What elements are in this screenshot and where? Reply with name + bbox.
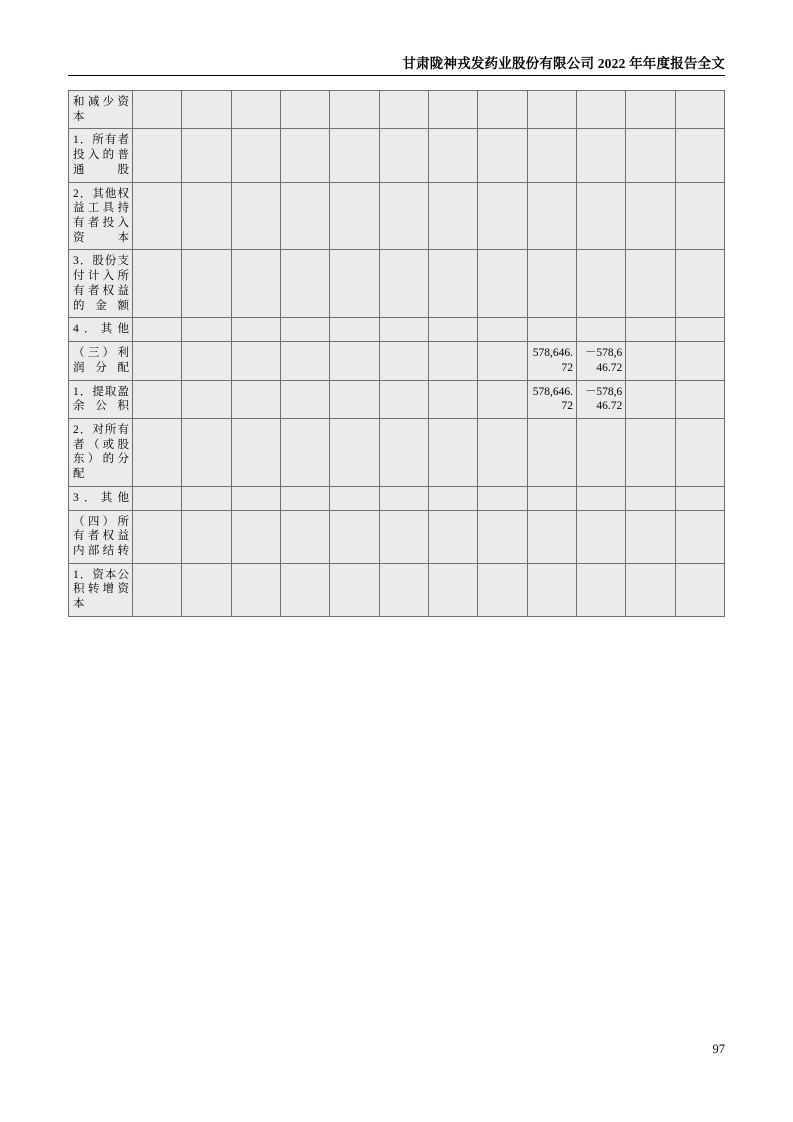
data-cell (231, 318, 280, 342)
data-cell (133, 91, 182, 129)
data-cell (330, 380, 379, 418)
data-cell (527, 418, 576, 486)
data-cell (527, 510, 576, 563)
row-label-cell (69, 418, 133, 486)
row-label-cell (69, 91, 133, 129)
table-row (69, 380, 725, 418)
data-cell (182, 563, 231, 616)
data-cell: －578,646.72 (576, 342, 625, 380)
data-cell (133, 486, 182, 510)
data-cell (330, 91, 379, 129)
data-cell (478, 380, 527, 418)
data-cell (330, 129, 379, 182)
data-cell (379, 563, 428, 616)
data-cell (133, 129, 182, 182)
data-cell (675, 486, 724, 510)
data-cell (527, 91, 576, 129)
data-cell (182, 129, 231, 182)
table-row (69, 510, 725, 563)
data-cell (133, 342, 182, 380)
data-cell (626, 250, 675, 318)
data-cell (675, 250, 724, 318)
data-cell (626, 182, 675, 250)
data-cell (675, 342, 724, 380)
data-cell (478, 182, 527, 250)
data-cell (379, 380, 428, 418)
data-cell (428, 182, 477, 250)
data-cell (182, 318, 231, 342)
data-cell (330, 510, 379, 563)
data-cell: 578,646.72 (527, 342, 576, 380)
data-cell (280, 182, 329, 250)
data-cell (576, 91, 625, 129)
data-cell (527, 182, 576, 250)
data-cell (231, 380, 280, 418)
table-body (69, 91, 725, 617)
row-label-cell (69, 486, 133, 510)
table-row (69, 342, 725, 380)
data-cell (231, 250, 280, 318)
data-cell (280, 418, 329, 486)
data-cell (330, 182, 379, 250)
data-cell (330, 486, 379, 510)
data-cell (428, 486, 477, 510)
data-cell (626, 380, 675, 418)
data-cell (576, 563, 625, 616)
row-label: 3．股份支付计入所有者权益的金额 (73, 255, 129, 312)
data-cell (182, 510, 231, 563)
data-cell (280, 486, 329, 510)
data-cell (182, 380, 231, 418)
header-title: 甘肃陇神戎发药业股份有限公司 2022 年年度报告全文 (402, 56, 725, 71)
data-cell (428, 563, 477, 616)
data-cell (675, 318, 724, 342)
data-cell (133, 318, 182, 342)
data-cell (280, 318, 329, 342)
data-cell (478, 91, 527, 129)
data-cell (478, 510, 527, 563)
data-cell (280, 510, 329, 563)
data-cell (576, 250, 625, 318)
table-row (69, 418, 725, 486)
data-cell (379, 418, 428, 486)
data-cell (280, 91, 329, 129)
data-cell (231, 182, 280, 250)
table-row (69, 182, 725, 250)
data-cell (527, 129, 576, 182)
data-cell (626, 342, 675, 380)
data-cell (626, 510, 675, 563)
data-cell (231, 563, 280, 616)
data-cell (576, 182, 625, 250)
row-label-cell (69, 182, 133, 250)
data-cell (478, 342, 527, 380)
data-cell (231, 418, 280, 486)
data-cell (182, 342, 231, 380)
data-cell (330, 563, 379, 616)
row-label: 1．提取盈余公积 (73, 385, 129, 413)
data-cell (133, 182, 182, 250)
data-cell (428, 380, 477, 418)
data-cell: 578,646.72 (527, 380, 576, 418)
data-cell (379, 250, 428, 318)
data-cell (576, 318, 625, 342)
data-cell (330, 418, 379, 486)
data-cell (379, 510, 428, 563)
data-cell (231, 486, 280, 510)
data-cell (626, 91, 675, 129)
row-label-cell (69, 250, 133, 318)
data-cell (133, 418, 182, 486)
data-cell (231, 91, 280, 129)
row-label-cell (69, 563, 133, 616)
table-row (69, 250, 725, 318)
data-cell (428, 342, 477, 380)
page-number: 97 (712, 1042, 725, 1056)
data-cell (379, 318, 428, 342)
data-cell (280, 563, 329, 616)
data-cell (133, 510, 182, 563)
data-cell (675, 91, 724, 129)
data-cell (182, 418, 231, 486)
data-cell (675, 182, 724, 250)
data-cell (675, 418, 724, 486)
data-cell (280, 129, 329, 182)
data-cell: －578,646.72 (576, 380, 625, 418)
data-cell (428, 510, 477, 563)
data-cell (478, 418, 527, 486)
data-cell (675, 510, 724, 563)
data-cell (626, 129, 675, 182)
data-cell (133, 380, 182, 418)
data-cell (379, 486, 428, 510)
financial-table (68, 90, 725, 617)
data-cell (478, 318, 527, 342)
data-cell (478, 486, 527, 510)
data-cell (428, 318, 477, 342)
data-cell (527, 486, 576, 510)
header-divider (68, 75, 725, 76)
data-cell (280, 380, 329, 418)
row-label: 3．其他 (73, 491, 129, 504)
data-cell (182, 182, 231, 250)
data-cell (182, 486, 231, 510)
data-cell (330, 318, 379, 342)
table-row (69, 129, 725, 182)
data-cell (675, 380, 724, 418)
row-label: （三）利润分配 (73, 347, 129, 374)
row-label-cell (69, 318, 133, 342)
data-cell (133, 250, 182, 318)
data-cell (626, 418, 675, 486)
row-label: （四）所有者权益内部结转 (73, 515, 129, 557)
table-row (69, 486, 725, 510)
page-header (68, 52, 725, 76)
data-cell (280, 250, 329, 318)
data-cell (428, 250, 477, 318)
data-cell (478, 129, 527, 182)
data-cell (182, 91, 231, 129)
data-cell (428, 418, 477, 486)
data-cell (231, 342, 280, 380)
data-cell (626, 318, 675, 342)
row-label-cell (69, 129, 133, 182)
data-cell (527, 318, 576, 342)
data-cell (182, 250, 231, 318)
table-row (69, 318, 725, 342)
data-cell (527, 563, 576, 616)
row-label-cell (69, 380, 133, 418)
data-cell (428, 129, 477, 182)
row-label: 1．所有者投入的普通股 (73, 134, 129, 176)
data-cell (379, 129, 428, 182)
data-cell (379, 182, 428, 250)
data-cell (626, 563, 675, 616)
data-cell (478, 563, 527, 616)
data-cell (576, 129, 625, 182)
data-cell (133, 563, 182, 616)
row-label: 2．其他权益工具持有者投入资本 (73, 187, 129, 244)
data-cell (576, 510, 625, 563)
data-cell (576, 486, 625, 510)
data-cell (478, 250, 527, 318)
data-cell (527, 250, 576, 318)
data-cell (379, 342, 428, 380)
data-cell (330, 342, 379, 380)
data-cell (576, 418, 625, 486)
row-label-cell (69, 510, 133, 563)
data-cell (428, 91, 477, 129)
table-row (69, 91, 725, 129)
data-cell (330, 250, 379, 318)
data-cell (379, 91, 428, 129)
data-cell (231, 510, 280, 563)
data-cell (626, 486, 675, 510)
data-cell (231, 129, 280, 182)
data-cell (675, 563, 724, 616)
data-cell (280, 342, 329, 380)
row-label: 1．资本公积转增资本 (73, 568, 129, 611)
data-cell (675, 129, 724, 182)
row-label: 4．其他 (73, 323, 129, 336)
row-label-cell (69, 342, 133, 380)
row-label: 2．对所有者（或股东）的分配 (73, 423, 129, 481)
statement-of-changes-in-equity-table (68, 90, 725, 617)
table-row (69, 563, 725, 616)
row-label: 和减少资本 (73, 96, 129, 123)
